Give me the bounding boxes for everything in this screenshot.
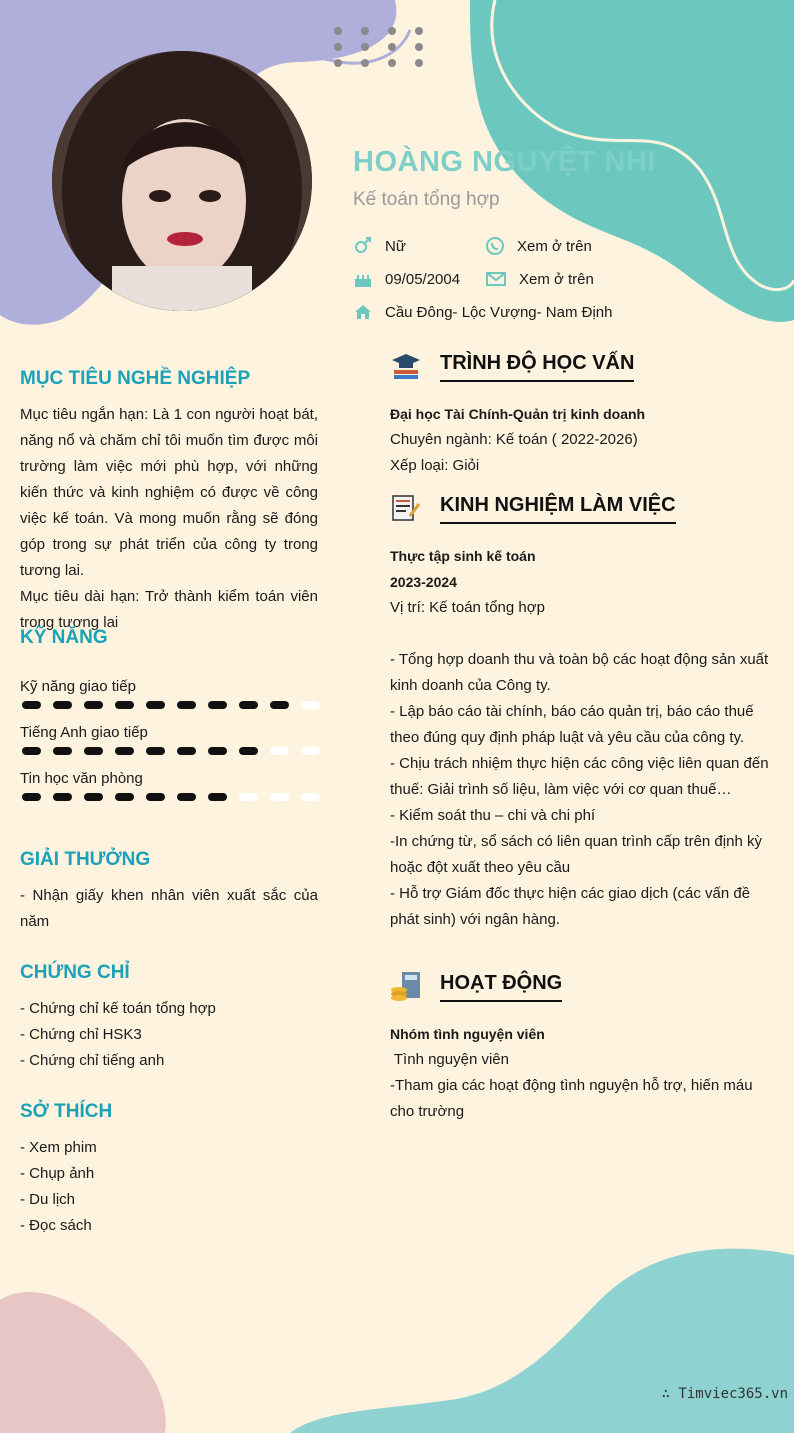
phone-row xyxy=(485,236,592,256)
list-item: - Chứng chỉ kế toán tổng hợp xyxy=(20,1000,216,1017)
skill-dot xyxy=(53,793,72,801)
list-item: - Chứng chỉ HSK3 xyxy=(20,1026,142,1043)
skill-dot xyxy=(84,701,103,709)
skill-dot xyxy=(270,701,289,709)
list-item: - Chụp ảnh xyxy=(20,1165,95,1182)
candidate-name: HOÀNG NGUYỆT NHI xyxy=(353,146,656,178)
skill-dot xyxy=(239,701,258,709)
list-item: - Xem phim xyxy=(20,1139,97,1156)
education-grade: Xếp loại: Giỏi xyxy=(390,457,480,474)
education-section-header xyxy=(390,350,634,382)
skill-dot xyxy=(239,747,258,755)
activity-description: -Tham gia các hoạt động tình nguyện hỗ trợ, hiến máu cho trường xyxy=(390,1077,753,1120)
objective-short-term: Mục tiêu ngắn hạn: Là 1 con người hoạt bát, năng nổ và chăm chỉ tôi muốn tìm được môi trường làm việc mới phù hợp, với những kiến thức và kinh nghiệm có được về công việc kế toán. Và mong muốn rằng sẽ đóng góp trong sự phát triển của công ty trong tương lai. xyxy=(20,406,318,579)
briefcase-document-icon xyxy=(390,492,422,524)
objective-text xyxy=(20,402,318,636)
education-heading: TRÌNH ĐỘ HỌC VẤN xyxy=(440,350,634,382)
experience-body xyxy=(390,543,775,933)
skill-label: Tiếng Anh giao tiếp xyxy=(20,724,148,741)
address-row xyxy=(353,302,612,322)
birthday-value: 09/05/2004 xyxy=(385,270,461,288)
experience-heading: KINH NGHIỆM LÀM VIỆC xyxy=(440,492,676,524)
skill-rating xyxy=(20,790,320,804)
education-body xyxy=(390,401,775,479)
skill-dot xyxy=(177,793,196,801)
skill-dot xyxy=(146,793,165,801)
hobbies-heading: SỞ THÍCH xyxy=(20,1101,113,1122)
skill-dot xyxy=(146,747,165,755)
list-item: - Chịu trách nhiệm thực hiện các công việc liên quan đến thuế: Giải trình số liệu, làm việc với cơ quan thuế… xyxy=(390,755,769,798)
skill-dot xyxy=(115,793,134,801)
skills-heading: KỸ NĂNG xyxy=(20,627,108,648)
gender-row xyxy=(353,236,406,256)
watermark: ∴ Timviec365.vn xyxy=(661,1386,788,1402)
skill-dot xyxy=(53,701,72,709)
skill-dot xyxy=(84,793,103,801)
skill-dot xyxy=(115,701,134,709)
list-item: - Du lịch xyxy=(20,1191,76,1208)
skill-dot xyxy=(208,747,227,755)
envelope-icon xyxy=(485,269,507,289)
education-major: Chuyên ngành: Kế toán ( 2022-2026) xyxy=(390,431,638,448)
skill-rating xyxy=(20,698,320,712)
address-value: Cầu Đông- Lộc Vượng- Nam Định xyxy=(385,303,613,321)
experience-section-header xyxy=(390,492,676,524)
list-item: - Đọc sách xyxy=(20,1217,92,1234)
objective-heading: MỤC TIÊU NGHỀ NGHIỆP xyxy=(20,368,251,389)
home-icon xyxy=(353,302,373,322)
skill-dot xyxy=(84,747,103,755)
cake-icon xyxy=(353,269,373,289)
skill-dot xyxy=(208,793,227,801)
skill-label: Tin học văn phòng xyxy=(20,770,143,787)
email-row xyxy=(485,269,594,289)
certificates-list xyxy=(20,996,216,1074)
list-item: - Lập báo cáo tài chính, báo cáo quản trị, báo cáo thuế theo đúng quy định pháp luật và yêu cầu của công ty. xyxy=(390,703,754,746)
activities-section-header xyxy=(390,970,562,1002)
avatar xyxy=(52,51,312,311)
skill-dot xyxy=(177,747,196,755)
skill-label: Kỹ năng giao tiếp xyxy=(20,678,136,695)
birthday-row xyxy=(353,269,460,289)
list-item: -In chứng từ, sổ sách có liên quan trình cấp trên định kỳ hoặc đột xuất theo yêu cầu xyxy=(390,833,762,876)
gender-icon xyxy=(353,236,373,256)
job-title: Kế toán tổng hợp xyxy=(353,189,500,210)
skill-dot xyxy=(301,793,320,801)
skill-dot xyxy=(115,747,134,755)
skill-dot xyxy=(177,701,196,709)
activities-body xyxy=(390,1021,775,1125)
activity-group: Nhóm tình nguyện viên xyxy=(390,1026,545,1042)
email-value[interactable]: Xem ở trên xyxy=(519,270,594,288)
skill-dot xyxy=(53,747,72,755)
list-item: - Kiểm soát thu – chi và chi phí xyxy=(390,807,596,824)
skill-dot xyxy=(239,793,258,801)
skill-dot xyxy=(301,747,320,755)
experience-position: Vị trí: Kế toán tổng hợp xyxy=(390,599,545,616)
skill-dot xyxy=(208,701,227,709)
coins-calculator-icon xyxy=(390,970,422,1002)
list-item: - Hỗ trợ Giám đốc thực hiện các giao dịch (các vấn đề phát sinh) với ngân hàng. xyxy=(390,885,751,928)
awards-text: - Nhận giấy khen nhân viên xuất sắc của năm xyxy=(20,887,318,930)
skill-dot xyxy=(146,701,165,709)
certificates-heading: CHỨNG CHỈ xyxy=(20,962,130,983)
skill-dot xyxy=(270,793,289,801)
hobbies-list xyxy=(20,1135,97,1239)
school-name: Đại học Tài Chính-Quản trị kinh doanh xyxy=(390,406,646,422)
skill-dot xyxy=(22,793,41,801)
skill-rating xyxy=(20,744,320,758)
skill-dot xyxy=(22,747,41,755)
skill-dot xyxy=(22,701,41,709)
awards-heading: GIẢI THƯỞNG xyxy=(20,849,151,870)
skill-dot xyxy=(270,747,289,755)
whatsapp-icon xyxy=(485,236,505,256)
activity-role: Tình nguyện viên xyxy=(390,1051,509,1068)
list-item: - Tổng hợp doanh thu và toàn bộ các hoạt động sản xuất kinh doanh của Công ty. xyxy=(390,651,769,694)
experience-role: Thực tập sinh kế toán xyxy=(390,548,536,564)
experience-period: 2023-2024 xyxy=(390,574,457,590)
list-item: - Chứng chỉ tiếng anh xyxy=(20,1052,165,1069)
phone-value[interactable]: Xem ở trên xyxy=(517,237,592,255)
skill-dot xyxy=(301,701,320,709)
objective-long-term: Mục tiêu dài hạn: Trở thành kiểm toán viên trong tương lai xyxy=(20,588,318,631)
gender-value: Nữ xyxy=(385,237,406,255)
graduation-cap-icon xyxy=(390,350,422,382)
activities-heading: HOẠT ĐỘNG xyxy=(440,970,562,1002)
